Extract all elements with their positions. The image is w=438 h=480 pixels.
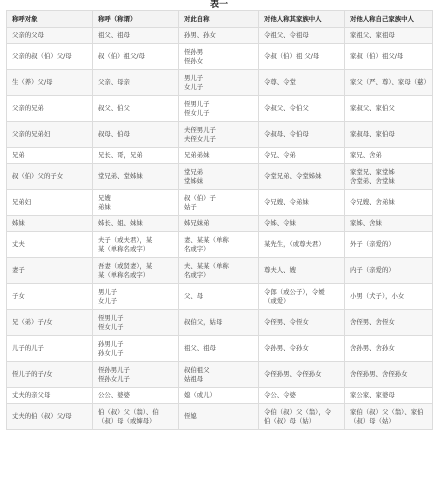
cell-line: 外子（亲爱的） — [350, 240, 395, 248]
cell-their-relative — [259, 190, 345, 216]
cell-line: 舍堂弟、舍堂妹 — [350, 176, 395, 185]
cell-address-term — [93, 44, 179, 70]
cell-line: 令郎（或公子），令嫒 — [264, 287, 325, 296]
cell-address-term — [93, 216, 179, 232]
cell-line: 令叔（伯）祖 父/母 — [264, 52, 320, 60]
cell-line: 堂姊妹 — [184, 176, 204, 185]
cell-their-relative — [259, 404, 345, 430]
cell-address-term — [93, 284, 179, 310]
cell-address-term — [93, 388, 179, 404]
cell-line: 内子（亲爱的） — [350, 266, 395, 274]
cell-own-relative — [345, 388, 433, 404]
cell-own-relative — [345, 164, 433, 190]
cell-line: 兄嫂 — [98, 193, 111, 202]
cell-own-relative — [345, 122, 433, 148]
cell-subject: 妻子 — [7, 258, 93, 284]
cell-line: 父亲、母亲 — [98, 78, 130, 86]
cell-address-term — [93, 164, 179, 190]
cell-line: （叔）母（姑） — [350, 416, 395, 425]
cell-self-reference — [179, 284, 259, 310]
cell-self-reference — [179, 44, 259, 70]
cell-line: 家叔（伯）祖父/母 — [350, 52, 404, 60]
cell-subject: 生（养）父/母 — [7, 70, 93, 96]
cell-line: 侄媳 — [184, 412, 197, 420]
cell-address-term — [93, 362, 179, 388]
table-row — [7, 122, 433, 148]
table-row — [7, 362, 433, 388]
cell-address-term — [93, 148, 179, 164]
cell-subject: 叔（伯）父的子女 — [7, 164, 93, 190]
cell-their-relative — [259, 28, 345, 44]
table-row — [7, 404, 433, 430]
cell-line: 兄弟弟妹 — [184, 151, 210, 159]
cell-line: 令兄嫂、令弟妹 — [264, 198, 309, 206]
cell-self-reference — [179, 96, 259, 122]
cell-line: 侄孙女儿子 — [98, 374, 130, 383]
cell-line: 夫侄女儿子 — [184, 134, 216, 143]
cell-subject: 丈夫 — [7, 232, 93, 258]
cell-line: 侄女儿子 — [184, 108, 210, 117]
cell-line: 男儿子 — [98, 287, 118, 296]
cell-self-reference — [179, 232, 259, 258]
cell-subject: 姊妹 — [7, 216, 93, 232]
cell-address-term — [93, 310, 179, 336]
cell-line: 舍孙男、舍孙女 — [350, 344, 395, 352]
cell-line: 姊长、姐、妹妹 — [98, 219, 143, 227]
table-row — [7, 232, 433, 258]
cell-subject: 父亲的兄弟妇 — [7, 122, 93, 148]
column-header: 对他人称其家族中人 — [259, 11, 345, 28]
cell-line: 令叔母、令伯母 — [264, 130, 309, 138]
cell-address-term — [93, 96, 179, 122]
cell-own-relative — [345, 28, 433, 44]
cell-their-relative — [259, 44, 345, 70]
table-row — [7, 148, 433, 164]
cell-line: 女儿子 — [184, 82, 204, 91]
cell-line: 叔伯父，姑母 — [184, 318, 223, 326]
cell-line: 家兄、舍弟 — [350, 151, 382, 159]
cell-their-relative — [259, 122, 345, 148]
cell-self-reference — [179, 388, 259, 404]
cell-line: 堂兄弟 — [184, 167, 204, 176]
cell-line: 祖父、祖母 — [98, 31, 130, 39]
cell-their-relative — [259, 232, 345, 258]
kinship-terms-table — [6, 10, 433, 430]
cell-subject: 兄（弟）子/女 — [7, 310, 93, 336]
cell-address-term — [93, 258, 179, 284]
table-row — [7, 28, 433, 44]
cell-line: 夫子（或夫君），某 — [98, 235, 153, 244]
cell-line: 令伯（叔）父（翁），令 — [264, 407, 332, 416]
cell-line: 弟妹 — [98, 202, 111, 211]
cell-line: 叔（伯）子 — [184, 193, 216, 202]
cell-their-relative — [259, 216, 345, 232]
cell-line: 令兄嫂、舍弟妹 — [350, 198, 395, 206]
cell-own-relative — [345, 284, 433, 310]
column-header: 称呼（称谓） — [93, 11, 179, 28]
cell-subject: 侄儿子的子/女 — [7, 362, 93, 388]
cell-own-relative — [345, 216, 433, 232]
table-row — [7, 216, 433, 232]
cell-line: 家祖父、家祖母 — [350, 31, 395, 39]
cell-self-reference — [179, 122, 259, 148]
cell-address-term — [93, 404, 179, 430]
cell-line: 侄孙男 — [184, 47, 204, 56]
table-row — [7, 258, 433, 284]
cell-line: 堂兄弟、堂姊妹 — [98, 172, 143, 180]
cell-own-relative — [345, 310, 433, 336]
cell-line: （或爱） — [264, 296, 290, 305]
cell-their-relative — [259, 362, 345, 388]
table-row — [7, 70, 433, 96]
cell-own-relative — [345, 362, 433, 388]
cell-address-term — [93, 28, 179, 44]
cell-address-term — [93, 70, 179, 96]
cell-line: 令叔父、令伯父 — [264, 104, 309, 112]
cell-self-reference — [179, 28, 259, 44]
cell-line: 叔（伯）祖父/母 — [98, 52, 145, 60]
cell-line: 夫、某某（单称 — [184, 261, 229, 270]
cell-line: 令姊、令妹 — [264, 219, 296, 227]
cell-self-reference — [179, 362, 259, 388]
table-row — [7, 284, 433, 310]
table-row — [7, 310, 433, 336]
cell-line: 父、母 — [184, 292, 204, 300]
cell-line: 某先生，（或尊夫君） — [264, 240, 325, 248]
cell-line: 令侄男、令侄女 — [264, 318, 309, 326]
cell-line: 侄孙女 — [184, 56, 204, 65]
cell-self-reference — [179, 164, 259, 190]
cell-their-relative — [259, 164, 345, 190]
cell-subject: 父亲的兄弟 — [7, 96, 93, 122]
cell-line: 家堂兄、家堂姊 — [350, 167, 395, 176]
cell-line: 尊夫人、嫂 — [264, 266, 296, 274]
cell-address-term — [93, 122, 179, 148]
cell-subject: 丈夫的伯（叔）父/母 — [7, 404, 93, 430]
cell-subject: 子女 — [7, 284, 93, 310]
cell-line: 小男（犬子），小女 — [350, 292, 405, 300]
cell-their-relative — [259, 96, 345, 122]
cell-line: 男儿子 — [184, 73, 204, 82]
cell-line: 侄男儿子 — [98, 313, 124, 322]
cell-line: 家公家、家婆母 — [350, 391, 395, 399]
cell-self-reference — [179, 148, 259, 164]
cell-line: 家姊、舍妹 — [350, 219, 382, 227]
cell-their-relative — [259, 258, 345, 284]
cell-line: 吾妻（或贤妻），某 — [98, 261, 153, 270]
table-row — [7, 44, 433, 70]
table-row — [7, 190, 433, 216]
column-header: 称呼对象 — [7, 11, 93, 28]
cell-line: 舍侄孙男、舍侄孙女 — [350, 370, 408, 378]
cell-line: 令尊、令堂 — [264, 78, 296, 86]
table-title: 表一 — [209, 0, 228, 10]
cell-address-term — [93, 336, 179, 362]
cell-line: 夫侄男儿子 — [184, 125, 216, 134]
cell-own-relative — [345, 148, 433, 164]
cell-line: 孙男儿子 — [98, 339, 124, 348]
cell-self-reference — [179, 216, 259, 232]
column-header: 对此自称 — [179, 11, 259, 28]
cell-self-reference — [179, 336, 259, 362]
table-body — [7, 28, 433, 430]
cell-their-relative — [259, 70, 345, 96]
cell-self-reference — [179, 70, 259, 96]
cell-subject: 父亲的父母 — [7, 28, 93, 44]
cell-line: 叔母、伯母 — [98, 130, 130, 138]
cell-subject: 丈夫的亲父母 — [7, 388, 93, 404]
table-header-row — [7, 11, 433, 28]
cell-line: 令祖父、令祖母 — [264, 31, 309, 39]
cell-line: 令兄、令弟 — [264, 151, 296, 159]
column-header: 对他人称自己家族中人 — [345, 11, 433, 28]
cell-subject: 父亲的叔（伯）父/母 — [7, 44, 93, 70]
cell-line: 家叔母、家伯母 — [350, 130, 395, 138]
cell-line: 伯（叔）母（姑） — [264, 416, 316, 425]
cell-line: 孙男、孙女 — [184, 31, 216, 39]
cell-their-relative — [259, 388, 345, 404]
cell-their-relative — [259, 336, 345, 362]
cell-line: 家伯（叔）父（翁）、家伯 — [350, 407, 424, 416]
cell-line: 某（单称名或字） — [98, 244, 150, 253]
cell-subject: 儿子的儿子 — [7, 336, 93, 362]
cell-own-relative — [345, 404, 433, 430]
cell-own-relative — [345, 232, 433, 258]
cell-line: 令侄孙男、令侄孙女 — [264, 370, 322, 378]
cell-line: 公公、婆婆 — [98, 391, 130, 399]
cell-line: 侄女儿子 — [98, 322, 124, 331]
cell-line: 舍侄男、舍侄女 — [350, 318, 395, 326]
cell-line: 令堂兄弟、令堂姊妹 — [264, 172, 322, 180]
cell-line: 妻、某某（单称 — [184, 235, 229, 244]
cell-line: 叔伯祖父 — [184, 365, 210, 374]
cell-their-relative — [259, 148, 345, 164]
table-row — [7, 336, 433, 362]
cell-line: 侄孙男儿子 — [98, 365, 130, 374]
cell-subject: 兄弟 — [7, 148, 93, 164]
cell-line: 某（单称名或字） — [98, 270, 150, 279]
cell-self-reference — [179, 404, 259, 430]
cell-own-relative — [345, 70, 433, 96]
table-row — [7, 96, 433, 122]
cell-line: 媳（或儿） — [184, 391, 216, 399]
cell-line: 家叔父、家伯父 — [350, 104, 395, 112]
cell-line: 名或字） — [184, 270, 210, 279]
cell-line: 令孙男、令孙女 — [264, 344, 309, 352]
cell-own-relative — [345, 258, 433, 284]
cell-line: （叔）母（或婶母） — [98, 416, 156, 425]
cell-line: 女儿子 — [98, 296, 118, 305]
cell-self-reference — [179, 190, 259, 216]
cell-own-relative — [345, 336, 433, 362]
cell-own-relative — [345, 190, 433, 216]
cell-their-relative — [259, 284, 345, 310]
cell-address-term — [93, 232, 179, 258]
cell-line: 姊兄妹弟 — [184, 219, 210, 227]
cell-line: 令公、令婆 — [264, 391, 296, 399]
cell-address-term — [93, 190, 179, 216]
table-row — [7, 164, 433, 190]
cell-their-relative — [259, 310, 345, 336]
cell-self-reference — [179, 310, 259, 336]
cell-line: 伯（叔）父（翁）、伯 — [98, 407, 159, 416]
cell-line: 家父（严、尊）、家母（慈） — [350, 78, 430, 86]
table-row — [7, 388, 433, 404]
cell-line: 姑子 — [184, 202, 197, 211]
cell-own-relative — [345, 44, 433, 70]
cell-line: 名或字） — [184, 244, 210, 253]
cell-line: 兄长、哥，兄弟 — [98, 151, 143, 159]
cell-line: 侄男儿子 — [184, 99, 210, 108]
cell-line: 叔父、伯父 — [98, 104, 130, 112]
cell-line: 姑祖母 — [184, 374, 204, 383]
cell-subject: 兄弟妇 — [7, 190, 93, 216]
cell-self-reference — [179, 258, 259, 284]
cell-own-relative — [345, 96, 433, 122]
cell-line: 孙女儿子 — [98, 348, 124, 357]
cell-line: 祖父、祖母 — [184, 344, 216, 352]
